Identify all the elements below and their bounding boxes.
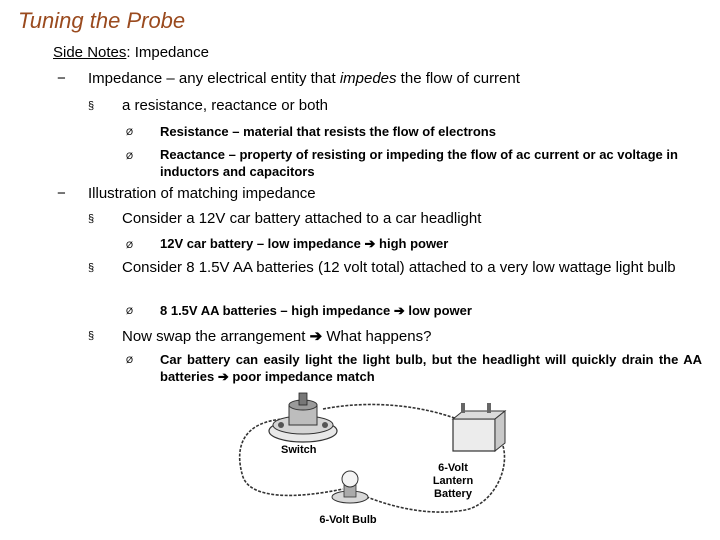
impedance-def-post: the flow of current xyxy=(396,70,520,87)
aa-battery-scenario: Consider 8 1.5V AA batteries (12 volt total) attached to a very low wattage light bulb xyxy=(122,259,676,276)
arrow-bullet: Ø xyxy=(126,127,134,137)
impedance-def-pre: Impedance – any electrical entity that xyxy=(88,70,340,87)
arrow-bullet: Ø xyxy=(126,151,134,161)
swap-text: Now swap the arrangement xyxy=(122,328,306,345)
aa-battery-text: 8 1.5V AA batteries – high impedance xyxy=(160,303,391,318)
bulb-icon xyxy=(332,471,368,503)
battery-label-line3: Battery xyxy=(434,488,472,500)
swap-question xyxy=(122,327,431,345)
car-battery-scenario: Consider a 12V car battery attached to a car headlight xyxy=(122,210,482,227)
aa-battery-item xyxy=(160,302,472,319)
arrow-bullet: Ø xyxy=(126,240,134,250)
square-bullet: § xyxy=(88,213,95,225)
arrow-bullet: Ø xyxy=(126,306,134,316)
right-arrow-icon: ➔ xyxy=(393,303,405,318)
high-power-text: high power xyxy=(375,236,449,251)
square-bullet: § xyxy=(88,262,95,274)
dash-bullet: − xyxy=(57,185,66,202)
wire-top-right xyxy=(323,404,457,419)
circuit-illustration xyxy=(225,385,515,535)
resistance-item: Resistance – material that resists the flow of electrons xyxy=(160,124,496,139)
impedance-definition xyxy=(88,70,520,87)
square-bullet: § xyxy=(88,100,95,112)
slide-title: Tuning the Probe xyxy=(18,8,186,33)
subtitle-separator: : xyxy=(126,44,131,61)
impedance-def-em: impedes xyxy=(339,70,397,87)
side-notes-label: Side Notes xyxy=(53,44,127,61)
car-battery-item xyxy=(160,235,448,252)
swap-answer-text: Car battery can easily light the light bulb, but the headlight will quickly drain the AA batteries xyxy=(160,352,702,384)
subtitle-text: Impedance xyxy=(130,44,209,61)
swap-answer xyxy=(160,351,702,385)
what-happens-text: What happens? xyxy=(322,328,432,345)
dash-bullet: − xyxy=(57,70,66,87)
switch-label: Switch xyxy=(281,444,317,456)
car-battery-text: 12V car battery – low impedance xyxy=(160,236,361,251)
matching-heading: Illustration of matching impedance xyxy=(88,185,316,202)
battery-icon xyxy=(453,403,505,451)
impedance-components: a resistance, reactance or both xyxy=(122,97,328,114)
subtitle xyxy=(53,44,209,61)
battery-label-line1: 6-Volt xyxy=(438,462,468,474)
low-power-text: low power xyxy=(404,303,472,318)
right-arrow-icon: ➔ xyxy=(309,328,323,345)
right-arrow-icon: ➔ xyxy=(217,369,229,384)
reactance-item: Reactance – property of resisting or impeding the flow of ac current or ac voltage in inductors and capacitors xyxy=(160,147,678,179)
right-arrow-icon: ➔ xyxy=(364,236,376,251)
battery-label-line2: Lantern xyxy=(432,475,474,487)
bulb-label: 6-Volt Bulb xyxy=(319,514,377,526)
square-bullet: § xyxy=(88,330,95,342)
switch-icon xyxy=(269,393,337,442)
poor-match-text: poor impedance match xyxy=(228,369,375,384)
arrow-bullet: Ø xyxy=(126,355,134,365)
